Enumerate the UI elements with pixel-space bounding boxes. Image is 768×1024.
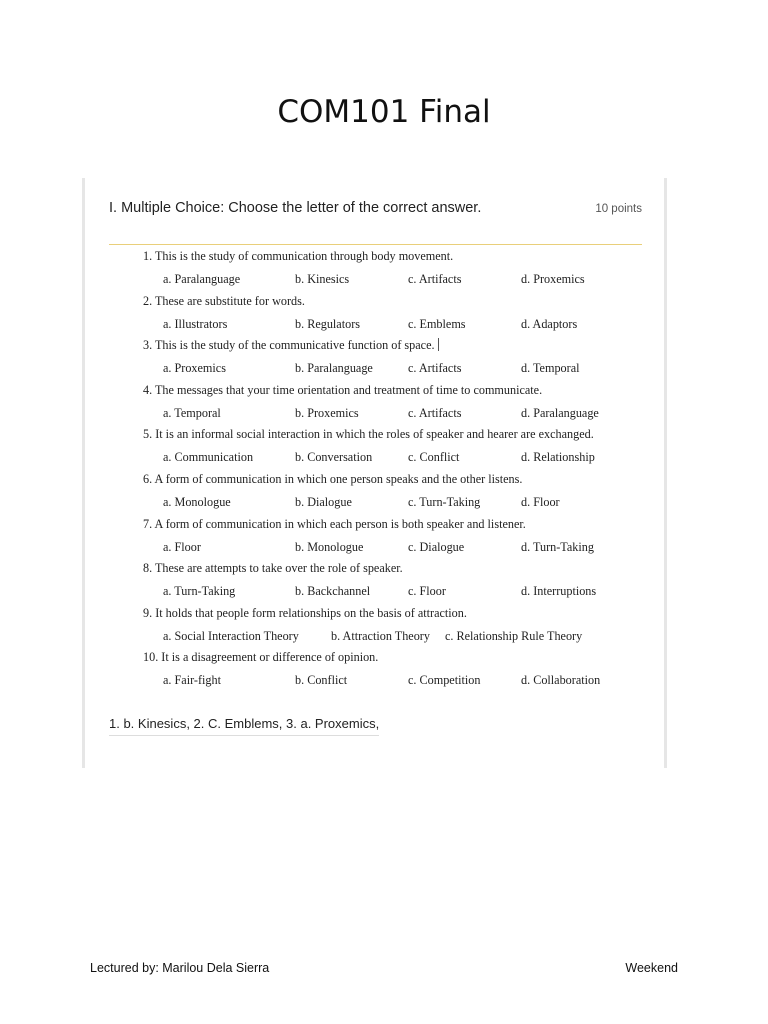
option-c: c. Emblems: [408, 316, 466, 331]
option-c: c. Turn-Taking: [408, 494, 481, 509]
question-stem: [143, 338, 439, 353]
question-5: [85, 424, 664, 469]
question-9: [85, 603, 664, 648]
question-stem: 9. It holds that people form relationships on the basis of attraction.: [143, 605, 467, 620]
divider: [109, 244, 642, 245]
option-b: b. Conflict: [295, 673, 348, 688]
option-a: a. Monologue: [163, 494, 231, 509]
option-a: a. Turn-Taking: [163, 584, 236, 599]
option-d: d. Temporal: [521, 361, 580, 376]
option-d: d. Paralanguage: [521, 405, 599, 420]
footer-lecturer: Lectured by: Marilou Dela Sierra: [90, 961, 270, 975]
question-1: [85, 246, 664, 291]
question-8: [85, 558, 664, 603]
points-label: 10 points: [595, 203, 642, 215]
question-stem: 8. These are attempts to take over the role of speaker.: [143, 561, 403, 576]
option-d: d. Relationship: [521, 450, 595, 465]
question-4: [85, 380, 664, 425]
option-b: b. Attraction Theory: [331, 628, 430, 643]
question-stem: 5. It is an informal social interaction in which the roles of speaker and hearer are exchanged.: [143, 427, 594, 442]
option-b: b. Paralanguage: [295, 361, 373, 376]
option-a: a. Fair-fight: [163, 673, 221, 688]
question-3: [85, 335, 664, 380]
question-stem: 1. This is the study of communication through body movement.: [143, 249, 454, 263]
question-stem: 7. A form of communication in which each person is both speaker and listener.: [143, 516, 526, 531]
question-stem-text: 3. This is the study of the communicative function of space.: [143, 338, 435, 353]
option-a: a. Temporal: [163, 405, 221, 420]
option-d: d. Collaboration: [521, 673, 601, 688]
option-d: d. Turn-Taking: [521, 539, 594, 554]
question-stem: 10. It is a disagreement or difference of opinion.: [143, 650, 379, 665]
question-6: [85, 469, 664, 514]
footer-schedule: Weekend: [625, 961, 678, 975]
option-c: c. Artifacts: [408, 361, 462, 376]
option-a: a. Illustrators: [163, 316, 228, 331]
option-d: d. Floor: [521, 494, 560, 509]
option-c: c. Dialogue: [408, 539, 465, 554]
option-c: c. Relationship Rule Theory: [445, 628, 583, 643]
option-c: c. Artifacts: [408, 272, 462, 286]
question-stem: 4. The messages that your time orientation and treatment of time to communicate.: [143, 382, 543, 397]
option-b: b. Regulators: [295, 316, 360, 331]
question-stem: 6. A form of communication in which one person speaks and the other listens.: [143, 471, 523, 486]
option-b: b. Conversation: [295, 450, 373, 465]
text-cursor: [438, 338, 439, 351]
question-stem: 2. These are substitute for words.: [143, 293, 305, 308]
option-c: c. Floor: [408, 584, 446, 599]
option-b: b. Dialogue: [295, 494, 352, 509]
option-c: c. Conflict: [408, 450, 460, 465]
option-a: a. Communication: [163, 450, 254, 465]
option-d: d. Adaptors: [521, 316, 578, 331]
answer-text: 1. b. Kinesics, 2. C. Emblems, 3. a. Proxemics,: [109, 716, 379, 736]
question-2: [85, 291, 664, 336]
option-c: c. Competition: [408, 673, 481, 688]
option-b: b. Backchannel: [295, 584, 371, 599]
option-d: d. Proxemics: [521, 272, 585, 286]
option-a: a. Paralanguage: [163, 272, 241, 286]
option-b: b. Monologue: [295, 539, 364, 554]
option-b: b. Proxemics: [295, 405, 359, 420]
option-c: c. Artifacts: [408, 405, 462, 420]
option-a: a. Floor: [163, 539, 201, 554]
option-a: a. Social Interaction Theory: [163, 628, 299, 643]
quiz-card: [82, 178, 667, 768]
question-10: [85, 647, 664, 692]
option-a: a. Proxemics: [163, 361, 226, 376]
question-list: [85, 246, 664, 692]
option-d: d. Interruptions: [521, 584, 597, 599]
section-header: I. Multiple Choice: Choose the letter of the correct answer.: [109, 200, 482, 216]
page-title: COM101 Final: [277, 94, 491, 130]
option-b: b. Kinesics: [295, 272, 350, 286]
question-7: [85, 514, 664, 559]
